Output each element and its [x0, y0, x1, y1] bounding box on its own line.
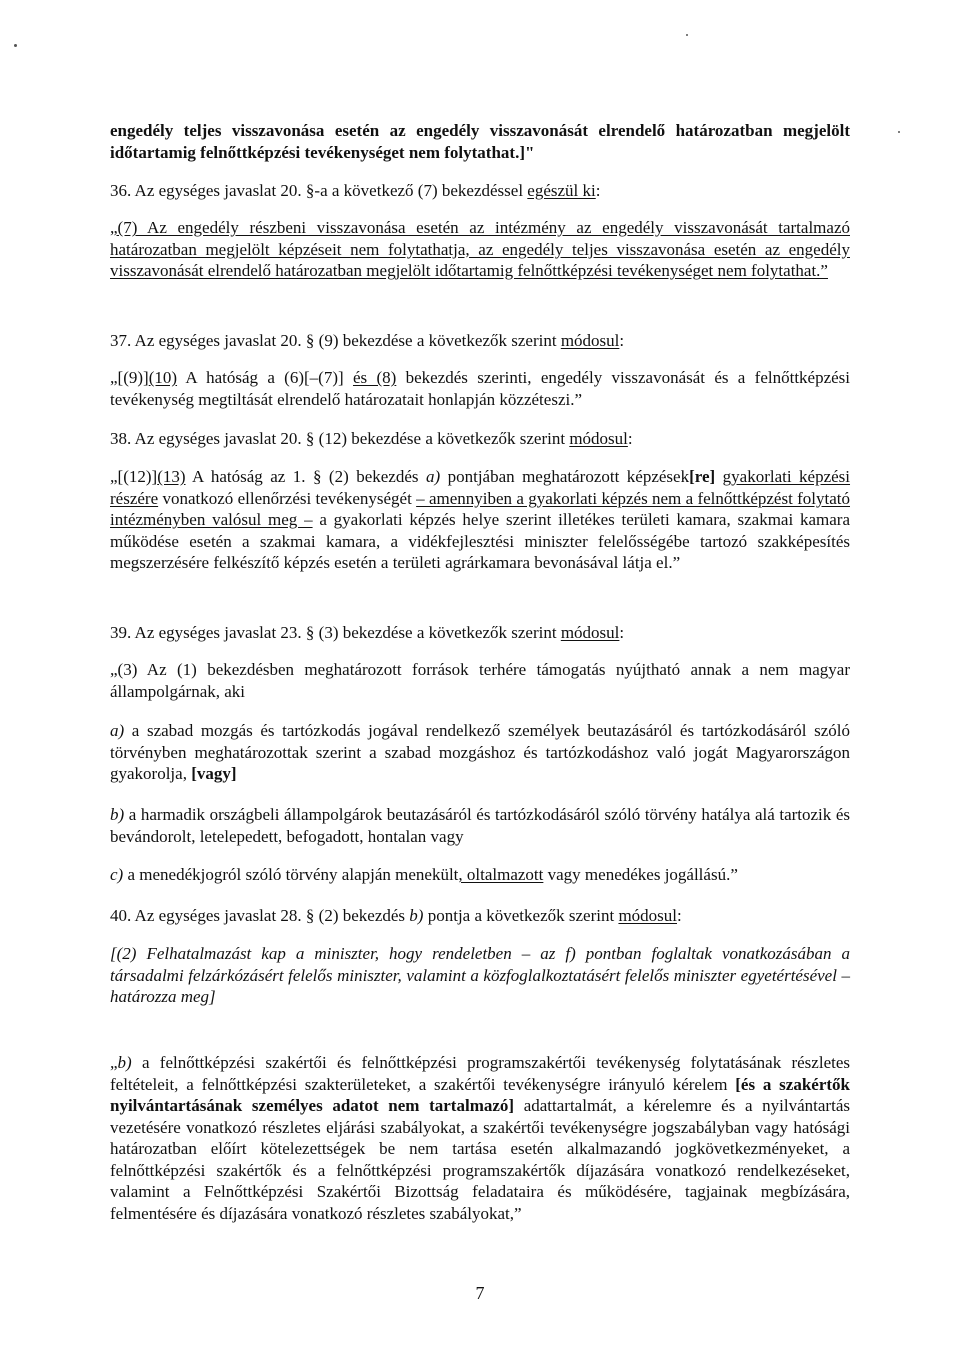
amendment-39-text: „(3) Az (1) bekezdésben meghatározott források terhére támogatás nyújtható annak a nem magyar állampolgárnak, aki — [110, 660, 850, 701]
scan-speck — [686, 34, 688, 36]
page-number: 7 — [475, 1283, 485, 1303]
amendment-37-heading: 37. Az egységes javaslat 20. § (9) bekezdése a következők szerint módosul: — [110, 331, 625, 350]
amendment-36-text: „(7) Az engedély részbeni visszavonása esetén az intézmény az engedély visszavonását tartalmazó határozatban megjelölt képzéseit nem folytathatja, az engedély teljes visszavonása esetén az engedély visszavonását elrendelő határozatban megjelölt időtartamig felnőttképzési tevékenységet nem folytathat.” — [110, 218, 850, 280]
amendment-39-point-b: b) a harmadik országbeli állampolgárok beutazásáról és tartózkodásáról szóló törvény hatálya alá tartozik és bevándorolt, letelepedett, befogadott, hontalan vagy — [110, 805, 850, 846]
amendment-36-heading: 36. Az egységes javaslat 20. §-a a következő (7) bekezdéssel egészül ki: — [110, 181, 601, 200]
amendment-40-text: „b) a felnőttképzési szakértői és felnőttképzési programszakértői tevékenység folytatásának részletes feltételeit, a felnőttképzési szakterületeket, a szakértői tevékenységre irányuló kérelem [és a szakértők nyilvántartásának személyes adatot nem tartalmazó] adattartalmát, a kérelemre és a nyilvántartás vezetésére vonatkozó részletes eljárási szabályokat, a szakértői tevékenységre jogszabályban vagy hatósági határozatban előírt kötelezettségek be nem tartása esetén alkalmazandó jogkövetkezményeket, a felnőttképzési szakértők és a felnőttképzési programszakértők díjazására vonatkozó rendelkezéseket, valamint a Felnőttképzési Szakértői Bizottság feladataira és működésére, tagjainak megbízására, felmentésére és díjazására vonatkozó részletes szabályokat,” — [110, 1053, 850, 1223]
amendment-39-heading: 39. Az egységes javaslat 23. § (3) bekezdése a következők szerint módosul: — [110, 623, 625, 642]
amendment-37-text: „[(9)](10) A hatóság a (6)[–(7)] és (8) bekezdés szerinti, engedély visszavonását és a felnőttképzési tevékenység megtiltását elrendelő határozatait honlapján közzéteszi.” — [110, 368, 851, 409]
amendment-38-text: „[(12)](13) A hatóság az 1. § (2) bekezdés a) pontjában meghatározott képzések[re] gyakorlati képzési részére vonatkozó ellenőrzési tevékenységét – amennyiben a gyakorlati képzés nem a felnőttképzést folytató intézményben valósul meg – a gyakorlati képzés helye szerint illetékes területi kamara, szakmai kamara működése esetén a szakmai kamara, a vidékfejlesztési miniszter felelősségébe tartozó szakképesítés megszerzésére felkészítő képzés esetén a területi agrárkamara bevonásával látja el.” — [110, 467, 851, 572]
scan-speck — [898, 131, 900, 133]
amendment-39-point-a: a) a szabad mozgás és tartózkodás jogával rendelkező személyek beutazásáról és tartózkodásáról szóló törvényben meghatározottak szerint a szabad mozgáshoz és tartózkodáshoz való jogát Magyarországon gyakorolja, [vagy] — [110, 721, 850, 783]
amendment-38-heading: 38. Az egységes javaslat 20. § (12) bekezdése a következők szerint módosul: — [110, 429, 633, 448]
amendment-40-heading: 40. Az egységes javaslat 28. § (2) bekezdés b) pontja a következők szerint módosul: — [110, 906, 682, 925]
scan-speck — [14, 44, 17, 47]
paragraph-continuation: engedély teljes visszavonása esetén az engedély visszavonását elrendelő határozatban megjelölt időtartamig felnőttképzési tevékenységet nem folytathat.]" — [110, 121, 850, 162]
amendment-40-quoted-context: [(2) Felhatalmazást kap a miniszter, hogy rendeletben – az f) pontban foglaltak vonatkozásában a társadalmi felzárkózásért felelős miniszter, valamint a közfoglalkoztatásért felelős miniszter egyetértésével – határozza meg] — [110, 944, 850, 1006]
amendment-39-point-c: c) a menedékjogról szóló törvény alapján menekült, oltalmazott vagy menedékes jogállású.” — [110, 865, 738, 884]
